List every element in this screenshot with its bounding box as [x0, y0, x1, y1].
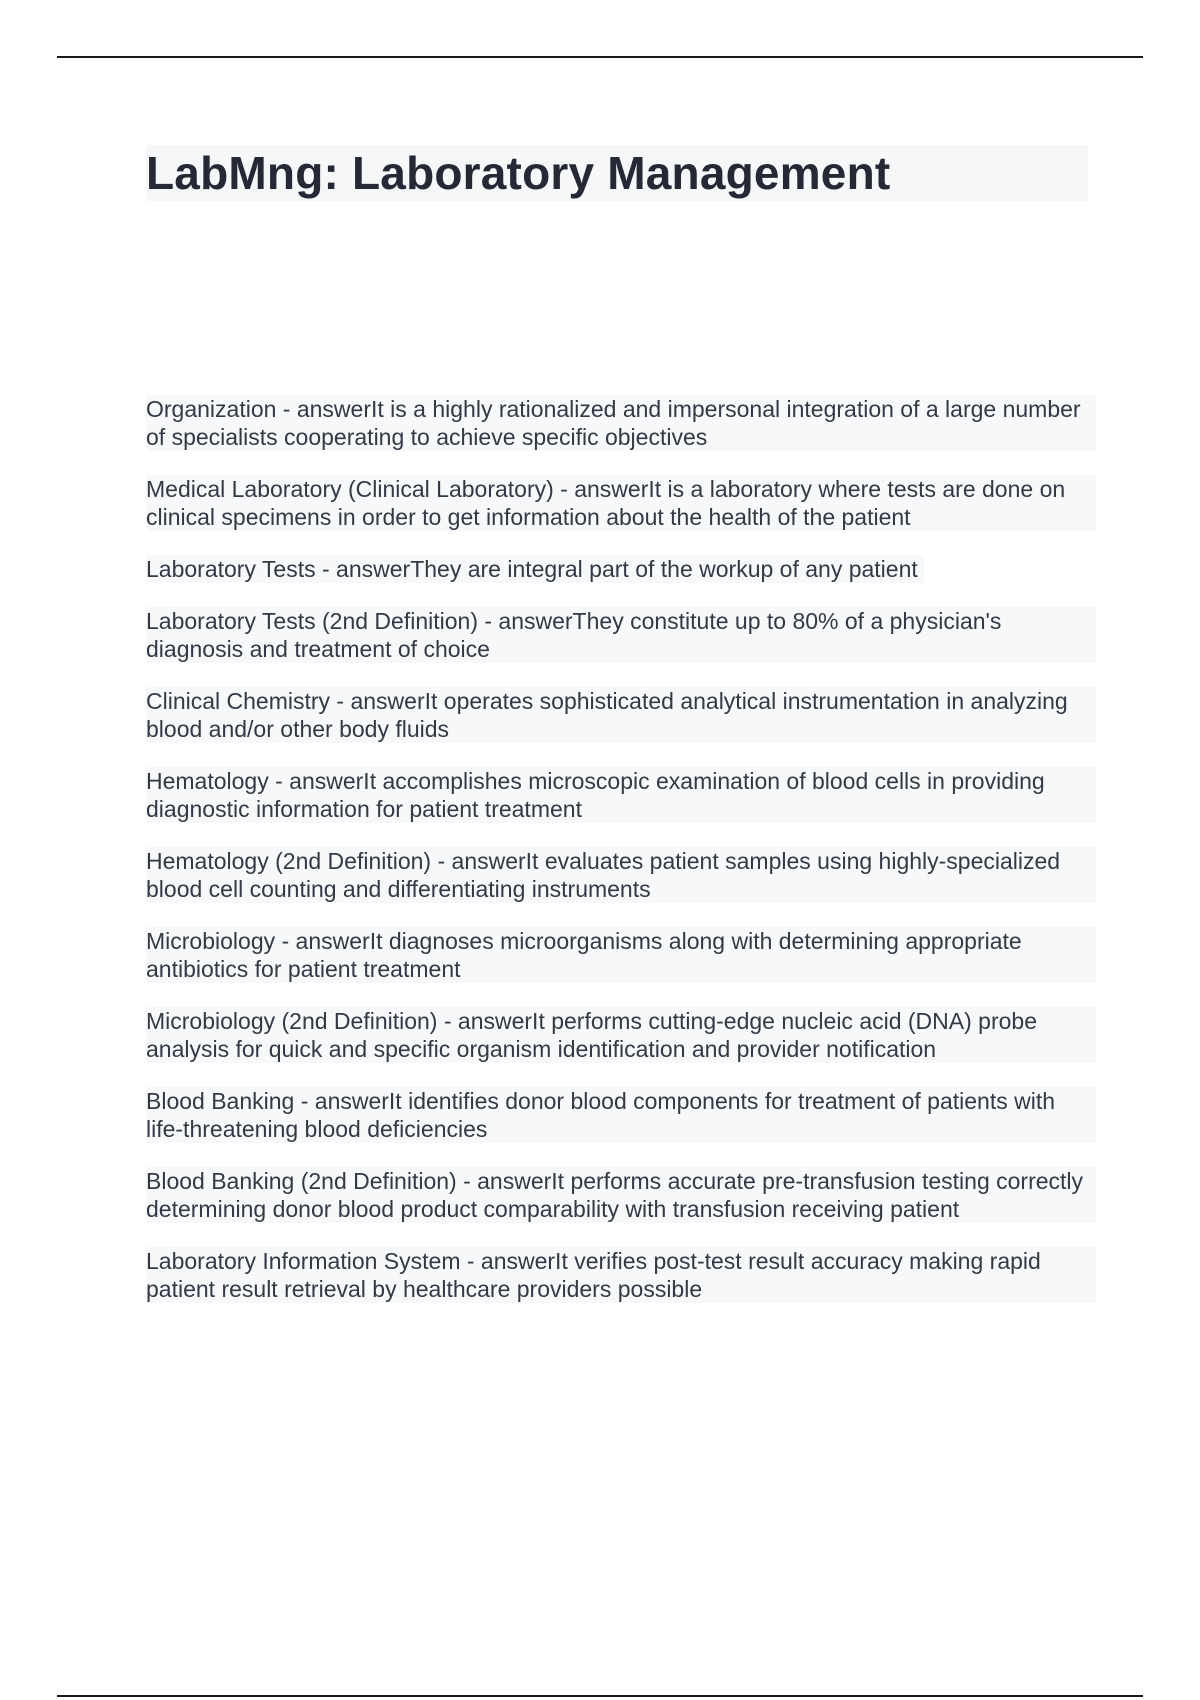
page-title: LabMng: Laboratory Management — [146, 147, 891, 199]
definition-entry: Clinical Chemistry - answerIt operates sophisticated analytical instrumentation in analyzing blood and/or other body fluids — [146, 687, 1096, 743]
definition-entry: Microbiology (2nd Definition) - answerIt performs cutting-edge nucleic acid (DNA) probe analysis for quick and specific organism identification and provider notification — [146, 1007, 1096, 1063]
definition-entry: Hematology - answerIt accomplishes microscopic examination of blood cells in providing diagnostic information for patient treatment — [146, 767, 1096, 823]
definition-entry: Microbiology - answerIt diagnoses microorganisms along with determining appropriate antibiotics for patient treatment — [146, 927, 1096, 983]
bottom-divider — [57, 1695, 1143, 1697]
definition-entry: Laboratory Information System - answerIt verifies post-test result accuracy making rapid patient result retrieval by healthcare providers possible — [146, 1247, 1096, 1303]
definition-entry: Blood Banking (2nd Definition) - answerIt performs accurate pre-transfusion testing correctly determining donor blood product comparability with transfusion receiving patient — [146, 1167, 1096, 1223]
definition-entry: Laboratory Tests (2nd Definition) - answerThey constitute up to 80% of a physician's diagnosis and treatment of choice — [146, 607, 1096, 663]
definition-entry: Organization - answerIt is a highly rationalized and impersonal integration of a large number of specialists cooperating to achieve specific objectives — [146, 395, 1096, 451]
definition-entry: Laboratory Tests - answerThey are integral part of the workup of any patient — [146, 555, 924, 583]
definition-entry: Medical Laboratory (Clinical Laboratory) - answerIt is a laboratory where tests are done on clinical specimens in order to get information about the health of the patient — [146, 475, 1096, 531]
top-divider — [57, 56, 1143, 58]
definition-entry: Blood Banking - answerIt identifies donor blood components for treatment of patients with life-threatening blood deficiencies — [146, 1087, 1096, 1143]
definition-list — [146, 395, 1096, 1327]
definition-entry: Hematology (2nd Definition) - answerIt evaluates patient samples using highly-specialized blood cell counting and differentiating instruments — [146, 847, 1096, 903]
